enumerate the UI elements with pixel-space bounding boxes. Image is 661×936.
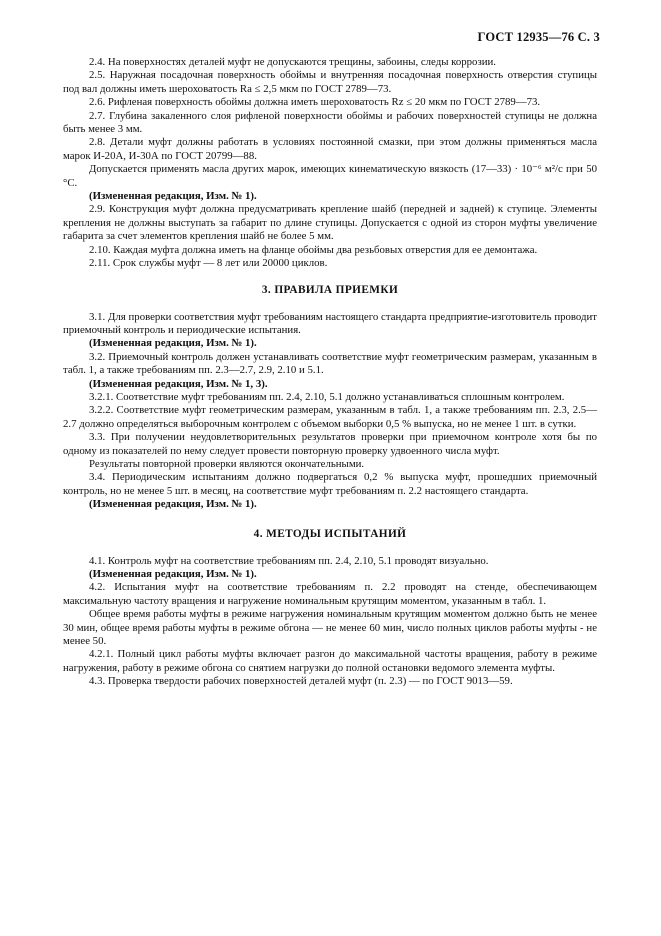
- revision-note: (Измененная редакция, Изм. № 1).: [89, 568, 257, 580]
- revision-note: (Измененная редакция, Изм. № 1).: [89, 190, 257, 203]
- paragraph: 4.2. Испытания муфт на соответствие требованиям п. 2.2 проводят на стенде, обеспечивающем максимальную частоту вращения и нагружение номинальным крутящим моментом, указанным в табл. 1.: [63, 581, 597, 607]
- page-header: ГОСТ 12935—76 С. 3: [477, 30, 600, 44]
- paragraph: Общее время работы муфты в режиме нагружения номинальным крутящим моментом должно быть не менее 30 мин, общее время работы муфты в режиме обгона — не менее 60 мин, число полных циклов работы муфты - не менее 50.: [63, 608, 597, 648]
- paragraph: Результаты повторной проверки являются окончательными.: [89, 457, 365, 470]
- paragraph: 2.8. Детали муфт должны работать в условиях постоянной смазки, при этом должны применяться масла марок И-20А, И-30А по ГОСТ 20799—88.: [63, 136, 597, 162]
- paragraph: 3.1. Для проверки соответствия муфт требованиям настоящего стандарта предприятие-изготовитель проводит приемочный контроль и периодические испытания.: [63, 310, 597, 336]
- revision-note: (Измененная редакция, Изм. № 1).: [89, 337, 257, 350]
- paragraph: 2.6. Рифленая поверхность обоймы должна иметь шероховатость Rz ≤ 20 мкм по ГОСТ 2789—73.: [89, 96, 541, 109]
- paragraph: 3.3. При получении неудовлетворительных результатов проверки при приемочном контроле хотя бы по одному из показателей по нему следует провести повторную проверку удвоенного числа муфт.: [63, 431, 597, 457]
- paragraph: 4.2.1. Полный цикл работы муфты включает разгон до максимальной частоты вращения, работу в режиме нагружения, работу в режиме обгона со снятием нагрузки до полной остановки ведомого элемента муфты.: [63, 648, 597, 674]
- paragraph: 2.10. Каждая муфта должна иметь на фланце обоймы два резьбовых отверстия для ее демонтажа.: [89, 243, 538, 256]
- section-heading: 4. МЕТОДЫ ИСПЫТАНИЙ: [253, 527, 407, 540]
- section-heading: 3. ПРАВИЛА ПРИЕМКИ: [261, 283, 399, 296]
- document-body: [63, 56, 597, 689]
- paragraph: 2.11. Срок службы муфт — 8 лет или 20000 циклов.: [89, 257, 328, 270]
- paragraph: 2.9. Конструкция муфт должна предусматривать крепление шайб (передней и задней) к ступице. Элементы крепления не должны выступать за габарит по длине ступицы. Допускается с одной из сторон муфты увеличение габарита за счет элементов крепления шайб не более 5 мм.: [63, 203, 597, 243]
- paragraph: 4.1. Контроль муфт на соответствие требованиям пп. 2.4, 2.10, 5.1 проводят визуально.: [89, 554, 489, 567]
- paragraph: 2.7. Глубина закаленного слоя рифленой поверхности обоймы и рабочих поверхностей ступицы не должна быть менее 3 мм.: [63, 109, 597, 136]
- paragraph: 2.5. Наружная посадочная поверхность обоймы и внутренняя посадочная поверхность отверстия ступицы под вал должны иметь шероховатость Ra ≤ 2,5 мкм по ГОСТ 2789—73.: [63, 69, 597, 95]
- paragraph: Допускается применять масла других марок, имеющих кинематическую вязкость (17—33) · 10⁻⁶ м²/с при 50 °С.: [63, 163, 597, 189]
- paragraph: 4.3. Проверка твердости рабочих поверхностей деталей муфт (п. 2.3) — по ГОСТ 9013—59.: [89, 675, 513, 688]
- paragraph: 3.2.2. Соответствие муфт геометрическим размерам, указанным в табл. 1, а также требованиям пп. 2.3, 2.5—2.7 должно определяться выборочным контролем с объемом выборки 0,5 % выпуска, но не менее 1 шт. в сутки.: [63, 404, 597, 430]
- paragraph: 2.4. На поверхностях деталей муфт не допускаются трещины, забоины, следы коррозии.: [89, 56, 496, 68]
- paragraph: 3.4. Периодическим испытаниям должно подвергаться 0,2 % выпуска муфт, прошедших приемочный контроль, но не менее 5 шт. в месяц, на соответствие муфт требованиям п. 2.2 настоящего стандарта.: [63, 471, 597, 497]
- paragraph: 3.2. Приемочный контроль должен устанавливать соответствие муфт геометрическим размерам, указанным в табл. 1, а также требованиям пп. 2.3—2.7, 2.9, 2.10 и 5.1.: [63, 350, 597, 377]
- paragraph: 3.2.1. Соответствие муфт требованиям пп. 2.4, 2.10, 5.1 должно устанавливаться сплошным контролем.: [89, 390, 565, 403]
- revision-note: (Измененная редакция, Изм. № 1, 3).: [89, 377, 268, 390]
- revision-note: (Измененная редакция, Изм. № 1).: [89, 498, 257, 511]
